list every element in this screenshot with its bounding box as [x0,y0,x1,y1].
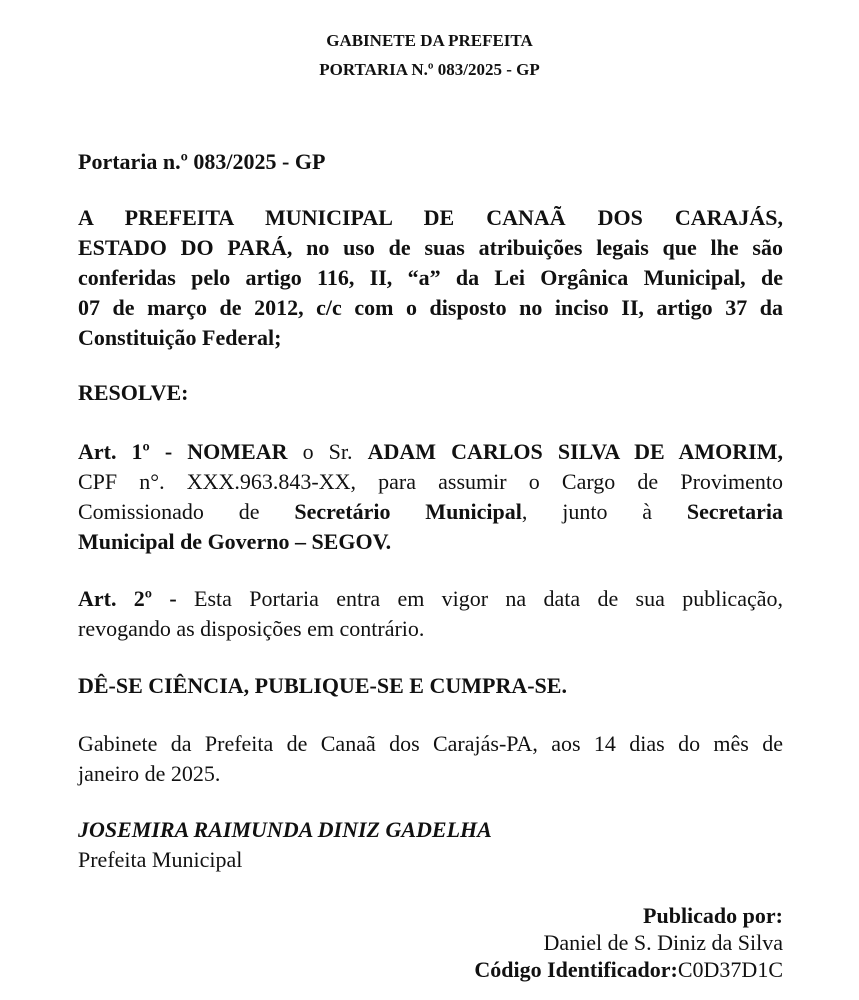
article-1-line-3 [78,497,783,527]
article-1-label: Art. 1º - [78,439,188,464]
header-office: GABINETE DA PREFEITA [326,31,533,50]
date-place-block [78,729,783,789]
publisher-name: Daniel de S. Diniz da Silva [543,930,783,955]
article-2-line-2: revogando as disposições em contrário. [78,616,425,641]
article-1-text-c: , junto à [521,499,687,524]
preamble-text-2: no uso de suas atribuições legais que lhe são [292,235,783,260]
appointee-name: ADAM CARLOS SILVA DE AMORIM, [367,439,783,464]
resolve-heading: RESOLVE: [78,380,189,405]
identifier-code-label: Código Identificador: [474,957,678,982]
resolve-block [78,378,783,408]
article-1-text-a: Comissionado de [78,499,295,524]
article-1-verb: NOMEAR [187,439,288,464]
preamble-state: ESTADO DO PARÁ, [78,235,293,260]
preamble-line-4: 07 de março de 2012, c/c com o disposto no inciso II, artigo 37 da [78,295,783,320]
closing-block [78,671,783,701]
article-2-label: Art. 2º - [78,586,177,611]
article-2 [78,584,783,644]
identifier-code: C0D37D1C [677,957,783,982]
preamble [78,203,783,353]
ordinance-title: Portaria n.º 083/2025 - GP [78,149,326,174]
date-place-line-2: janeiro de 2025. [78,761,221,786]
signature-block [78,815,783,875]
header-ordinance-number: PORTARIA N.º 083/2025 - GP [319,60,540,79]
preamble-line-2 [78,233,783,263]
article-1-line-4: Municipal de Governo – SEGOV. [78,529,392,554]
preamble-line-3: conferidas pelo artigo 116, II, “a” da Lei Orgânica Municipal, de [78,265,783,290]
identifier-code-line [474,956,783,983]
closing-statement: DÊ-SE CIÊNCIA, PUBLIQUE-SE E CUMPRA-SE. [78,673,567,698]
ordinance-title-block [78,147,783,177]
article-1-title: o Sr. [287,439,368,464]
publication-block [474,902,783,983]
signatory-role: Prefeita Municipal [78,847,243,872]
preamble-line-5: Constituição Federal; [78,325,282,350]
published-by-label: Publicado por: [643,903,783,928]
position-title: Secretário Municipal [294,499,522,524]
signatory-name: JOSEMIRA RAIMUNDA DINIZ GADELHA [78,817,492,842]
article-2-text: Esta Portaria entra em vigor na data de sua publicação, [176,586,783,611]
article-1-line-1 [78,437,783,467]
preamble-authority: A PREFEITA MUNICIPAL DE CANAÃ DOS CARAJÁS, [78,205,783,230]
article-2-line-1 [78,584,783,614]
article-1 [78,437,783,557]
document-header [0,26,859,84]
date-place-line-1: Gabinete da Prefeita de Canaã dos Carajás-PA, aos 14 dias do mês de [78,731,783,756]
department-name-part1: Secretaria [686,499,783,524]
article-1-line-2: CPF n°. XXX.963.843-XX, para assumir o Cargo de Provimento [78,469,783,494]
preamble-line-1 [78,203,783,233]
